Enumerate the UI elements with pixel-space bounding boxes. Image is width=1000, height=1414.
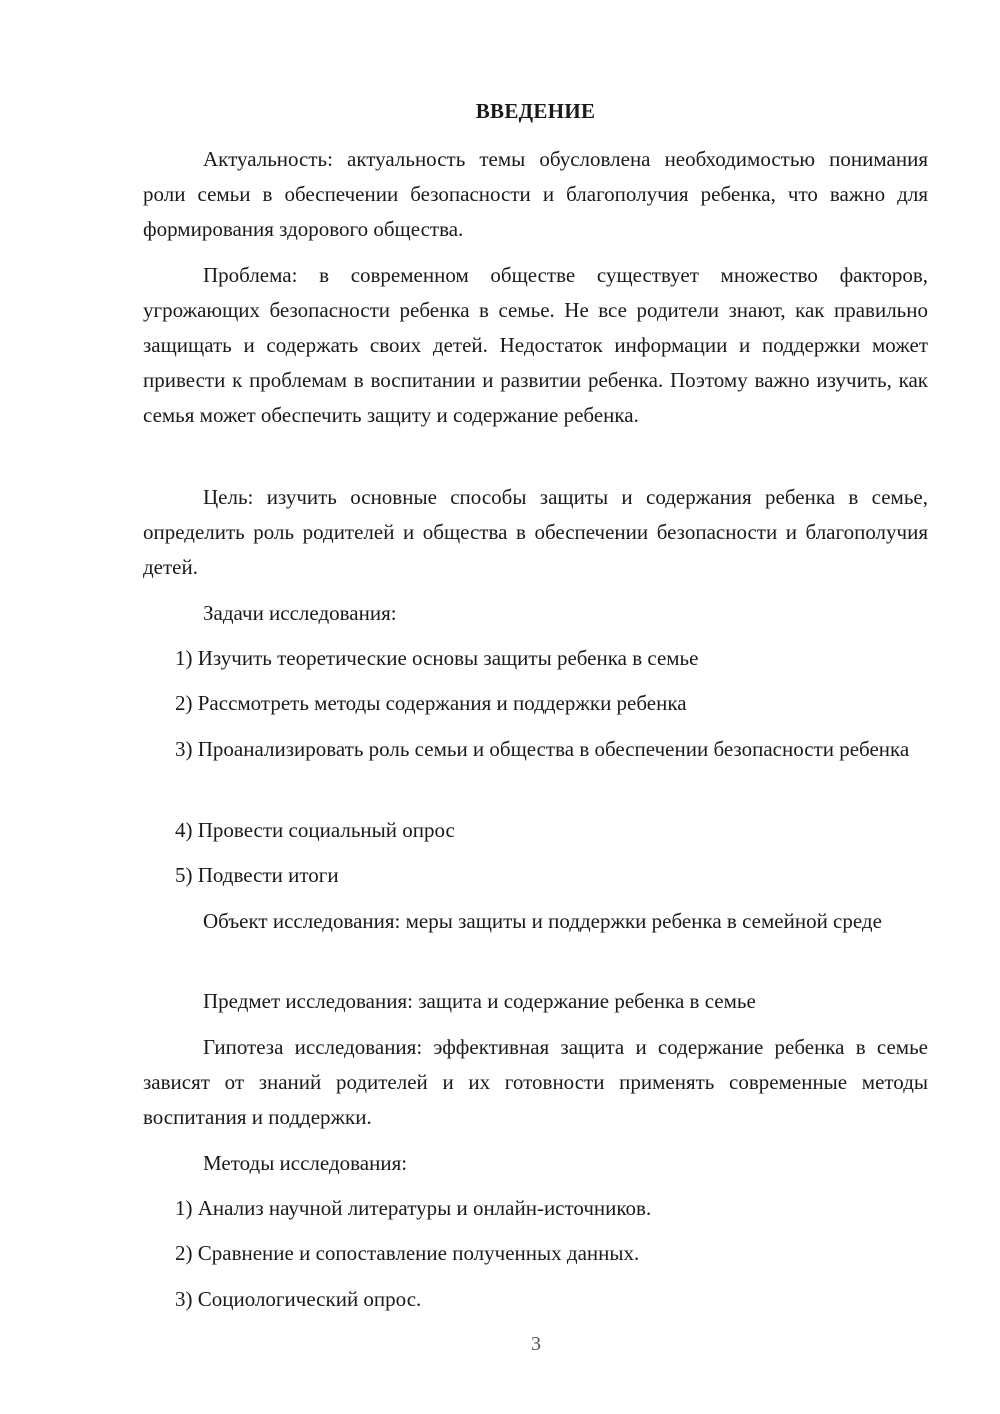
paragraph-problem: Проблема: в современном обществе существует множество факторов, угрожающих безопасности ребенка в семье. Не все родители знают, как правильно защищать и содержать своих детей. Недостаток информации и поддержки может привести к проблемам в воспитании и развитии ребенка. Поэтому важно изучить, как семья может обеспечить защиту и содержание ребенка. [143,263,928,427]
list-item-task-3: 3) Проанализировать роль семьи и общества в обеспечении безопасности ребенка [175,737,910,761]
paragraph-goal: Цель: изучить основные способы защиты и содержания ребенка в семье, определить роль родителей и общества в обеспечении безопасности и благополучия детей. [143,485,928,579]
paragraph-object: Объект исследования: меры защиты и поддержки ребенка в семейной среде [203,909,882,933]
list-item-task-1: 1) Изучить теоретические основы защиты ребенка в семье [175,646,699,670]
paragraph-hypothesis: Гипотеза исследования: эффективная защита и содержание ребенка в семье зависят от знаний родителей и их готовности применять современные методы воспитания и поддержки. [143,1035,928,1129]
paragraph-subject: Предмет исследования: защита и содержание ребенка в семье [203,989,756,1013]
list-item-task-2: 2) Рассмотреть методы содержания и поддержки ребенка [175,691,687,715]
paragraph-methods-heading: Методы исследования: [203,1151,408,1175]
list-item-task-5: 5) Подвести итоги [175,863,339,887]
list-item-task-4: 4) Провести социальный опрос [175,818,455,842]
page-number: 3 [531,1333,541,1355]
list-item-method-1: 1) Анализ научной литературы и онлайн-источников. [175,1196,652,1220]
paragraph-relevance: Актуальность: актуальность темы обусловлена необходимостью понимания роли семьи в обеспечении безопасности и благополучия ребенка, что важно для формирования здорового общества. [143,147,928,241]
paragraph-tasks-heading: Задачи исследования: [203,601,397,625]
list-item-method-3: 3) Социологический опрос. [175,1287,422,1311]
list-item-method-2: 2) Сравнение и сопоставление полученных данных. [175,1241,640,1265]
page-heading: ВВЕДЕНИЕ [475,99,596,123]
